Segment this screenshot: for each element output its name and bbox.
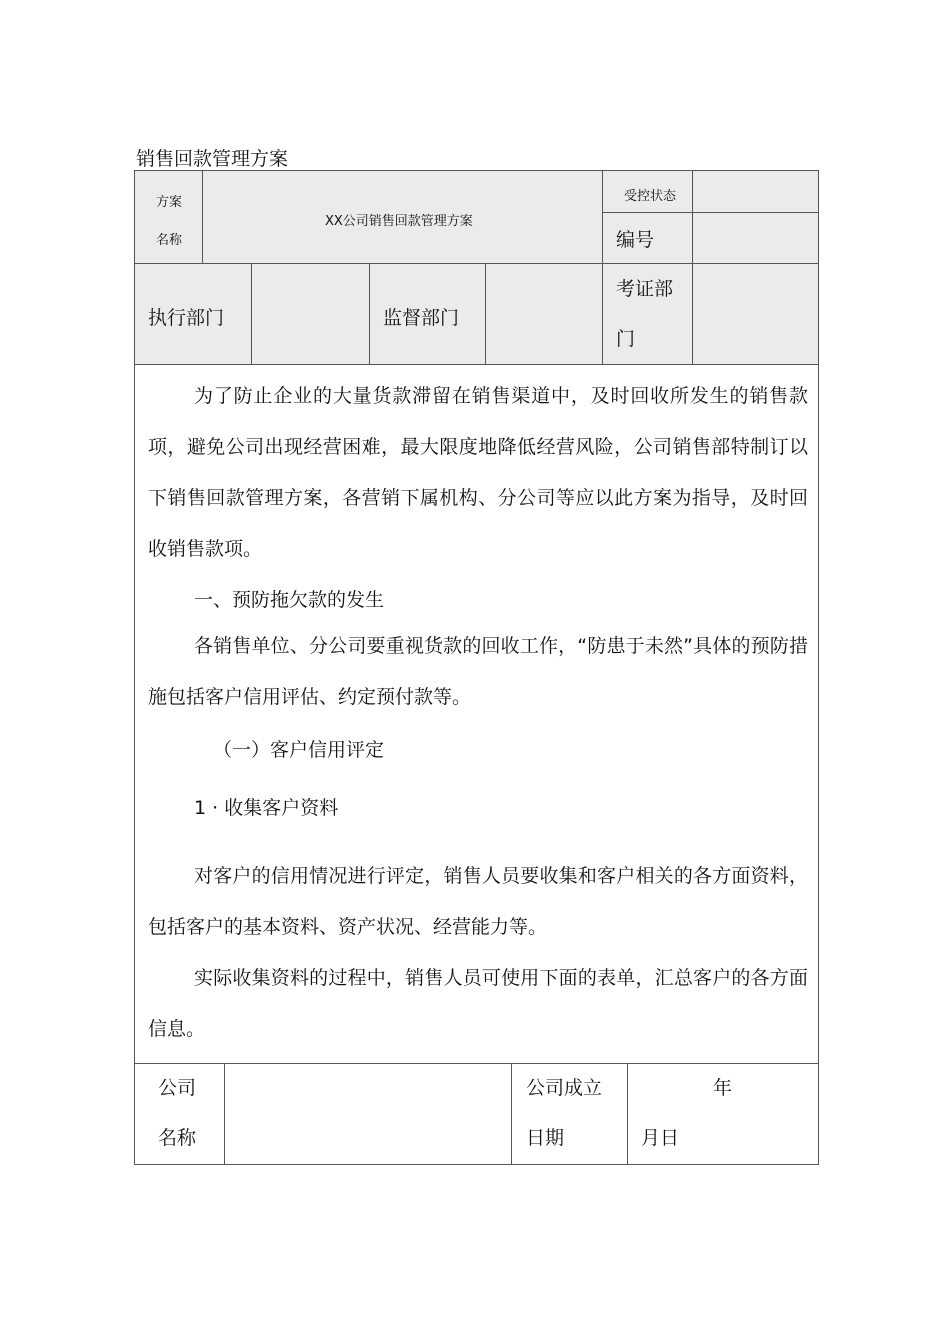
review-dept-label-1: 考证部 xyxy=(616,278,674,300)
section1-heading: 一、预防拖欠款的发生 xyxy=(194,589,385,611)
section1-paragraph: 各销售单位、分公司要重视货款的回收工作，“防患于未然”具体的预防措施包括客户信用评估、约定预付款等。 xyxy=(148,635,808,708)
month-day-label: 月日 xyxy=(641,1127,680,1149)
company-label-1: 公司 xyxy=(158,1077,197,1099)
row2-col-divider-1 xyxy=(251,263,252,365)
company-label-2: 名称 xyxy=(158,1127,197,1149)
item1-paragraph-2: 实际收集资料的过程中，销售人员可使用下面的表单，汇总客户的各方面信息。 xyxy=(148,967,808,1040)
exec-dept-label: 执行部门 xyxy=(148,307,225,329)
status-number-divider xyxy=(602,212,819,213)
customer-col-divider-1 xyxy=(224,1063,225,1165)
header-table-frame xyxy=(134,170,819,365)
founded-label-1: 公司成立 xyxy=(526,1077,603,1099)
plan-name-value: XX公司销售回款管理方案 xyxy=(325,214,473,229)
row2-col-divider-3 xyxy=(485,263,486,365)
founded-label-2: 日期 xyxy=(526,1127,565,1149)
document-title: 销售回款管理方案 xyxy=(136,148,289,170)
customer-col-divider-3 xyxy=(627,1063,628,1165)
plan-name-label-1: 方案 xyxy=(156,195,183,210)
control-status-label: 受控状态 xyxy=(624,189,677,204)
row2-col-divider-2 xyxy=(369,263,370,365)
item1-heading: 1 · 收集客户资料 xyxy=(194,797,339,819)
review-dept-label-2: 门 xyxy=(616,328,636,350)
row1-col-divider-2 xyxy=(602,170,603,365)
number-label: 编号 xyxy=(616,229,655,251)
plan-name-label-2: 名称 xyxy=(156,233,183,248)
item1-paragraph: 对客户的信用情况进行评定，销售人员要收集和客户相关的各方面资料，包括客户的基本资料、资产状况、经营能力等。 xyxy=(148,865,808,938)
customer-col-divider-2 xyxy=(511,1063,512,1165)
row1-col-divider-1 xyxy=(202,170,203,264)
row1-col-divider-3 xyxy=(692,170,693,365)
subsection1-heading: （一）客户信用评定 xyxy=(213,739,385,761)
year-label: 年 xyxy=(713,1077,733,1099)
header-row-divider xyxy=(134,263,819,264)
intro-paragraph: 为了防止企业的大量货款滞留在销售渠道中，及时回收所发生的销售款项，避免公司出现经营困难，最大限度地降低经营风险，公司销售部特制订以下销售回款管理方案，各营销下属机构、分公司等应以此方案为指导，及时回收销售款项。 xyxy=(148,385,808,560)
supervise-dept-label: 监督部门 xyxy=(383,307,460,329)
